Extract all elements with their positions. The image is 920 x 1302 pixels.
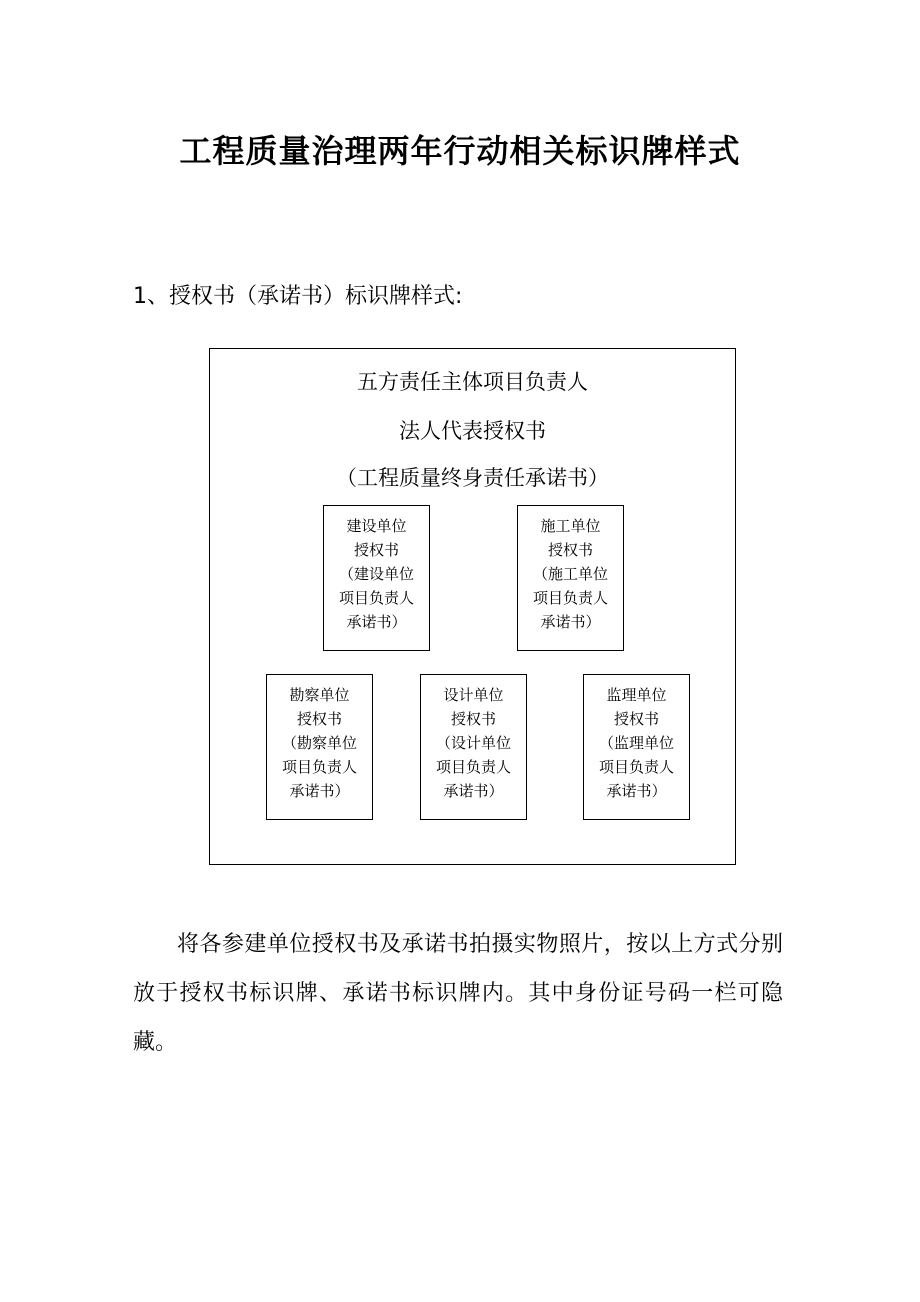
unit-note: 项目负责人 <box>338 589 414 607</box>
unit-note: 项目负责人 <box>281 758 357 776</box>
section-heading: 1、授权书（承诺书）标识牌样式: <box>133 284 463 309</box>
unit-note: 承诺书） <box>346 613 407 631</box>
unit-name: 监理单位 <box>606 686 667 704</box>
unit-name: 施工单位 <box>540 517 601 535</box>
board-heading-line3: （工程质量终身责任承诺书） <box>336 466 609 490</box>
board-heading-line2: 法人代表授权书 <box>399 419 546 443</box>
unit-box-construction <box>323 505 430 651</box>
unit-doc: 授权书 <box>547 541 593 559</box>
unit-name: 建设单位 <box>346 517 407 535</box>
board-heading-line1: 五方责任主体项目负责人 <box>357 370 588 394</box>
unit-box-design <box>420 674 527 820</box>
unit-note: 承诺书） <box>540 613 601 631</box>
unit-name: 设计单位 <box>443 686 504 704</box>
unit-note: （施工单位 <box>532 565 608 583</box>
unit-note: 项目负责人 <box>532 589 608 607</box>
unit-note: （设计单位 <box>435 734 511 752</box>
unit-note: 项目负责人 <box>598 758 674 776</box>
unit-doc: 授权书 <box>613 710 659 728</box>
unit-note: （监理单位 <box>598 734 674 752</box>
page-title: 工程质量治理两年行动相关标识牌样式 <box>179 132 741 170</box>
unit-note: 承诺书） <box>443 782 504 800</box>
unit-box-contractor <box>517 505 624 651</box>
unit-doc: 授权书 <box>450 710 496 728</box>
unit-note: 承诺书） <box>606 782 667 800</box>
unit-name: 勘察单位 <box>289 686 350 704</box>
signboard-sample <box>209 348 736 865</box>
unit-doc: 授权书 <box>296 710 342 728</box>
unit-note: 项目负责人 <box>435 758 511 776</box>
unit-note: （勘察单位 <box>281 734 357 752</box>
unit-box-supervision <box>583 674 690 820</box>
instruction-paragraph: 将各参建单位授权书及承诺书拍摄实物照片，按以上方式分别放于授权书标识牌、承诺书标识牌内。其中身份证号码一栏可隐藏。 <box>133 932 783 1055</box>
unit-doc: 授权书 <box>353 541 399 559</box>
unit-note: 承诺书） <box>289 782 350 800</box>
unit-note: （建设单位 <box>338 565 414 583</box>
unit-box-survey <box>266 674 373 820</box>
